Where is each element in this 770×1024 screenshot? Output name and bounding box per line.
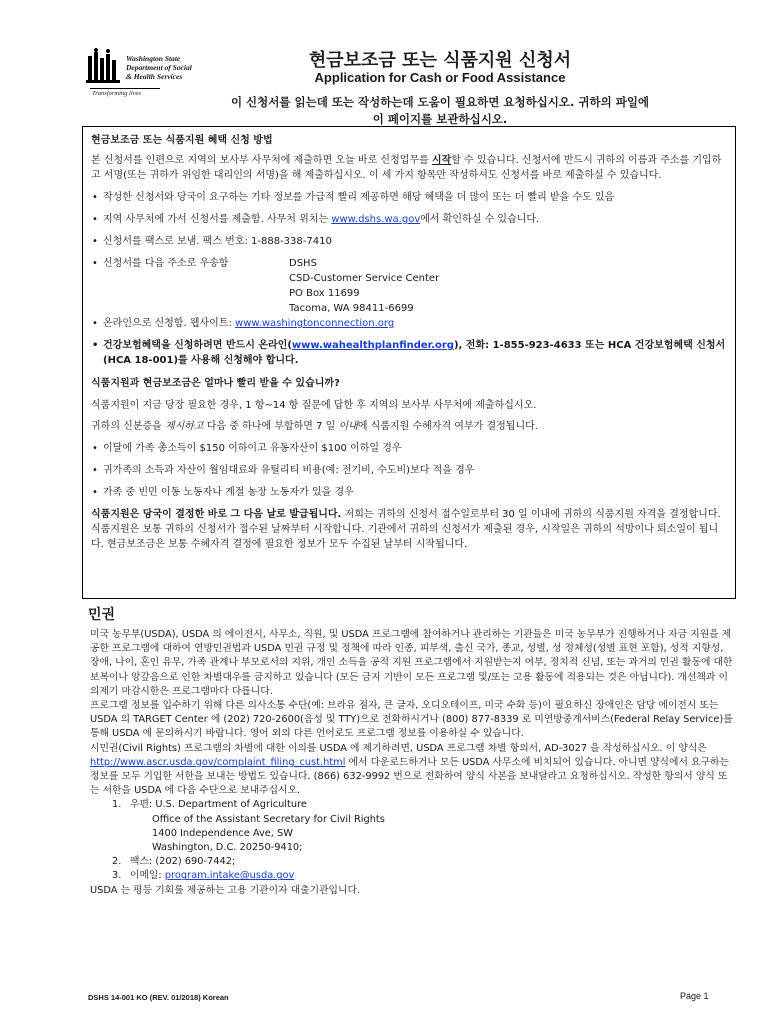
submission-methods-list <box>90 798 734 883</box>
criteria-item: • 가족 중 빈민 이동 노동자나 계절 농장 노동자가 있을 경우 <box>91 485 727 500</box>
bullet-health-insurance: • 건강보험혜택을 신청하려면 반드시 온라인(www.wahealthplanfinder.org), 전화: 1-855-923-4633 또는 HCA 건강보험혜택 신청서(HCA 18-001)를 사용해 신청해야 합니다. <box>91 338 727 368</box>
how-to-apply-heading: 현금보조금 또는 식품지원 혜택 신청 방법 <box>91 135 273 146</box>
header-note: 이 신청서를 읽는데 또는 작성하는데 도움이 필요하면 요청하십시오. 귀하의 파일에 이 페이지를 보관하십시오. <box>230 95 650 126</box>
mail-address-line: Office of the Assistant Secretary for Civil Rights <box>152 813 385 825</box>
mail-address-line: Washington, D.C. 20250-9410; <box>152 842 303 854</box>
page-title-korean: 현금보조금 또는 식품지원 신청서 <box>308 50 572 71</box>
intro-paragraph: 본 신청서를 인편으로 지역의 보사부 사무처에 제출하면 오늘 바로 신청업무를 시작할 수 있습니다. 신청서에 반드시 귀하의 이름과 주소를 기입하고 서명(또는 귀하가 위임한 대리인의 서명)을 해 제출하십시오. 이 세 가지 항목만 작성하셔도 신청서를 바로 제출하실 수 있습니다. <box>91 155 722 181</box>
mail-address-line: Tacoma, WA 98411-6699 <box>289 303 414 314</box>
email-link[interactable]: program.intake@usda.gov <box>164 870 295 882</box>
logo-agency-name: Washington State Department of Social & Health Services <box>126 54 192 81</box>
how-to-apply-box <box>82 126 736 599</box>
list-item: 1. 우편: U.S. Department of Agriculture <box>112 799 307 811</box>
bullet-fax: • 신청서를 팩스로 보냄. 팩스 번호: 1-888-338-7410 <box>91 234 727 249</box>
how-soon-heading: 식품지원과 현금보조금은 얼마나 빨리 받을 수 있습니까? <box>91 378 340 389</box>
page-title-english: Application for Cash or Food Assistance <box>314 70 566 85</box>
mail-address-line: 1400 Independence Ave, SW <box>152 827 293 839</box>
civil-rights-section <box>90 628 734 898</box>
criteria-item: • 이달에 가족 총소득이 $150 이하이고 유동자산이 $100 이하일 경우 <box>91 441 727 456</box>
complaint-form-link[interactable]: http://www.ascr.usda.gov/complaint_filing_cust.html <box>90 756 346 768</box>
dshs-emblem-icon <box>86 48 122 88</box>
bullet-local-office: • 지역 사무처에 가서 신청서를 제출함. 사무처 위치는 www.dshs.wa.gov에서 확인하실 수 있습니다. <box>91 212 727 227</box>
logo-tagline: Transforming lives <box>92 90 141 97</box>
bullet-mail: • 신청서를 다음 주소로 우송함 DSHS <box>91 256 727 271</box>
accessibility-paragraph: 프로그램 정보를 입수하기 위해 다른 의사소통 수단(예: 브라유 점자, 큰 글자, 오디오테이프, 미국 수화 등)이 필요하신 장애인은 담당 에이전시 또는 USDA 의 TARGET Center 에 (202) 720-2600(음성 및 TTY)으로 전화하시거나 (800) 877-8339 로 미연방중계서비스(Federal Relay Service)를 통해 USDA 에 문의하시기 바랍니다. 영어 외의 다른 언어로도 프로그램 정보를 이용하실 수 있습니다. <box>90 700 733 740</box>
civil-rights-paragraph: 미국 농무부(USDA), USDA 의 에이전시, 사무소, 직원, 및 USDA 프로그램에 참여하거나 관리하는 기관들은 미국 농무부가 진행하거나 자금 지원을 제공한 프로그램에 대하여 연방민권법과 USDA 민권 규정 및 정책에 따라 인종, 피부색, 출신 국가, 종교, 성별, 성 정체성(성별 표현 포함), 성적 지향성, 장애, 나이, 혼인 유무, 가족 관계나 부모로서의 지위, 개인 소득을 공적 지원 프로그램에서 지원받는지 여부, 정치적 신념, 또는 과거의 민권 활동에 대한 보복이나 앙갚음으로 인한 차별대우를 금지하고 있습니다 (모든 금지 기반이 모든 프로그램 및/또는 고용 활동에 적용되는 것은 아닙니다). 개선책과 이의제기 마감시한은 프로그램마다 다릅니다. <box>90 629 733 697</box>
bullet-provide-info: • 작성한 신청서와 당국이 요구하는 기타 정보를 가급적 빨리 제공하면 해당 혜택을 더 많이 또는 더 빨리 받을 수도 있음 <box>91 190 727 205</box>
form-identifier: DSHS 14-001 KO (REV. 01/2018) Korean <box>88 993 229 1002</box>
seven-day-paragraph: 귀하의 신분증을 제시하고 다음 중 하나에 부합하면 7 일 이내에 식품지원 수혜자격 여부가 결정됩니다. <box>91 421 538 432</box>
criteria-item: • 귀가족의 소득과 자산이 월임대료와 유틸리티 비용(예: 전기비, 수도비)보다 적을 경우 <box>91 463 727 478</box>
mail-address-line: PO Box 11699 <box>289 288 360 299</box>
dshs-website-link[interactable]: www.dshs.wa.gov <box>331 214 421 225</box>
issuance-paragraph: 식품지원은 당국이 결정한 바로 그 다음 날로 발급됩니다. 저희는 귀하의 신청서 접수일로부터 30 일 이내에 귀하의 식품지원 자격을 결정합니다. 식품지원은 보통 귀하의 신청서가 접수된 날짜부터 시작합니다. 기관에서 귀하의 신청서가 제출된 경우, 시작일은 귀하의 석방이나 퇴소일이 됩니다. 현금보조금은 보통 수혜자격 결정에 필요한 정보가 모두 수집된 날부터 시작됩니다. <box>91 509 721 550</box>
immediate-food-paragraph: 식품지원이 지금 당장 필요한 경우, 1 항~14 항 질문에 답한 후 지역의 보사부 사무처에 제출하십시오. <box>91 400 537 411</box>
bullet-online: • 온라인으로 신청함. 웹사이트: www.washingtonconnection.org <box>91 316 727 331</box>
dshs-logo <box>82 46 202 102</box>
civil-rights-title: 민권 <box>88 607 116 623</box>
list-item: 3. 이메일: program.intake@usda.gov <box>112 870 295 882</box>
logo-divider <box>90 88 160 89</box>
wahealthplanfinder-link[interactable]: www.wahealthplanfinder.org <box>291 340 454 351</box>
equal-opportunity-statement: USDA 는 평등 기회를 제공하는 고용 기관이자 대출기관입니다. <box>90 884 361 896</box>
list-item: 2. 팩스: (202) 690-7442; <box>112 856 236 868</box>
complaint-paragraph: 시민권(Civil Rights) 프로그램의 차별에 대한 이의를 USDA 에 제기하려면, USDA 프로그램 차별 항의서, AD-3027 을 작성하십시오. 이 양식은 http://www.ascr.usda.gov/complaint_filing_cust.html 에서 다운로드하거나 모든 USDA 사무소에 비치되어 있습니다. 아니면 양식에서 요구하는 정보를 모두 기입한 서한을 보내는 방법도 있습니다. (866) 632-9992 번으로 전화하여 양식 사본을 보내달라고 요청하십시오. 작성한 항의서 양식 또는 서한을 USDA 에 다음 수단으로 보내주십시오. <box>90 742 729 797</box>
page-number: Page 1 <box>680 991 709 1001</box>
washington-connection-link[interactable]: www.washingtonconnection.org <box>235 318 395 329</box>
mail-address-line: CSD-Customer Service Center <box>289 273 440 284</box>
